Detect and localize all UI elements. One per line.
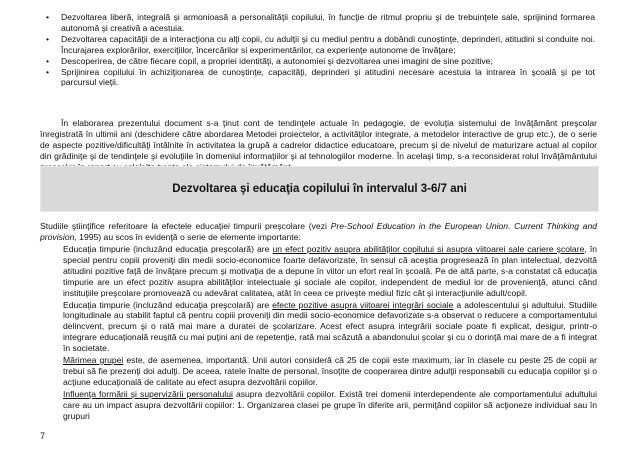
list-item: Educaţia timpurie (incluzând educaţia preşcolară) are efecte pozitive asupra viitoarei integrări sociale a adolescentului şi adultului. Studiile longitudinale au stabilit faptul că pentru copiii proveniţi din medii socio-economice defavorizate s-a observat o reducere a comportamentului delincvent, precum şi o rată mai mare a duratei de şcolarizare. Acest efect asupra integrării sociale poate fi explicat, desigur, printr-o integrare educaţională reuşită cu mai puţini ani de repetenţie, rată mai scăzută a abandonului şcolar şi cu o dorinţă mai mare de a fi integrat în societate. bbox=[63, 299, 597, 354]
intro-bullet-list bbox=[40, 12, 595, 88]
bullet-icon: • bbox=[46, 33, 50, 44]
section-title: Dezvoltarea şi educaţia copilului în intervalul 3-6/7 ani bbox=[172, 183, 467, 195]
list-item: Influenţa formării şi supervizării personalului asupra dezvoltării copiilor. Există trei domenii interdependente ale comportamentului adultului care au un impact asupra dezvoltării copiilor: 1. Organizarea clasei pe grupe în diferite arii, permiţând copiilor să acţioneze individual sau în grupuri bbox=[63, 388, 597, 421]
bullet-icon: • bbox=[46, 55, 50, 66]
findings-list bbox=[40, 244, 597, 423]
bullet-icon: • bbox=[46, 12, 50, 22]
intro-paragraph: În elaborarea prezentului document s-a ţinut cont de tendinţele actuale în pedagogie, de evoluţia sistemului de învăţământ preşcolar înregistrată în ultimii ani (deschidere către abordarea Metodei proiectelor, a activităţilor integrate, a metodelor interactive de grup etc.), de o serie de aspecte pozitive/dificultăţi întâlnite în activitatea la grupă a cadrelor didactice educatoare, precum şi de nivelul de maturizare actual al copilor din grădiniţe şi de tendinţele şi evoluţiile în domeniul informaţiilor şi al tehnologiilor moderne. În acelaşi timp, s-a reconsiderat rolul învăţământului bbox=[40, 118, 597, 161]
list-item: • Sprijinirea copilului în achiziţionarea de cunoştinţe, capacităţi, deprinderi şi atitudini necesare acestuia la intrarea în şcoală şi pe tot parcursul vieţii. bbox=[46, 66, 595, 88]
bullet-icon: • bbox=[46, 66, 50, 77]
section-heading-box bbox=[40, 166, 599, 212]
list-item: • Descoperirea, de către fiecare copil, a propriei identităţi, a autonomiei şi dezvoltarea unei imagini de sine pozitive; bbox=[46, 55, 493, 66]
list-item: Mărimea grupei este, de asemenea, importantă. Unii autori consideră că 25 de copii este maximum, iar în clasele cu peste 25 de copii ar trebui să fie prezenţi doi adulţi. De aceea, ratele înalte de personal, însoţite de cooperarea dintre adulţii responsabili cu educaţia copiilor şi o acţiune educaţională de calitate au efect asupra dezvoltării copiilor. bbox=[63, 355, 598, 387]
page-number: 7 bbox=[40, 431, 46, 441]
list-item: Educaţia timpurie (incluzând educaţia preşcolară) are un efect pozitiv asupra abilităţilor copilului si asupra viitoarei sale cariere şcolare, în special pentru copiii proveniţi din medii socio-economice foarte defavorizate, în sensul că aceştia progresează în plan intelectual, dezvoltă atitudini pozitive faţă de învăţare precum şi motivaţia de a depune în viitor un efort real în şcoală. Pe de altă parte, s-a constatat că educaţia timpurie are un efect pozitiv asupra abilităţilor intelectuale şi sociale ale copilor, independent de mediul lor de provenienţă, atunci când instituţiile preşcolare promovează cu adevărat calitatea, atât în ceea ce priveşte mediul fizic cât şi interacţiunile adult/copil. bbox=[63, 244, 597, 298]
source-title: Pre-School Education in the European Union. Current Thinking and provision, bbox=[40, 221, 597, 242]
list-item: • Dezvoltarea capacităţii de a interacţiona cu alţi copii, cu adulţii şi cu mediul pentru a dobândi cunoştinţe, deprinderi, atitudini si conduite noi. Încurajarea explorărilor, exerciţiilor, încercărilor si experimentărilor, ca experienţe autonome de învăţare; bbox=[46, 33, 595, 55]
studies-intro: Studiile ştiinţifice referitoare la efectele educaţiei timpurii preşcolare (vezi Pre-School Education in the European Union. Current Thinking and provision, 1995) au scos în evidenţă o serie de elemente importante: bbox=[40, 221, 597, 242]
list-item: • Dezvoltarea liberă, integrală şi armonioasă a personalităţii copilului, în funcţie de ritmul propriu şi de trebuinţele sale, sprijinind formarea autonomă şi creativă a acestuia. bbox=[46, 12, 595, 33]
